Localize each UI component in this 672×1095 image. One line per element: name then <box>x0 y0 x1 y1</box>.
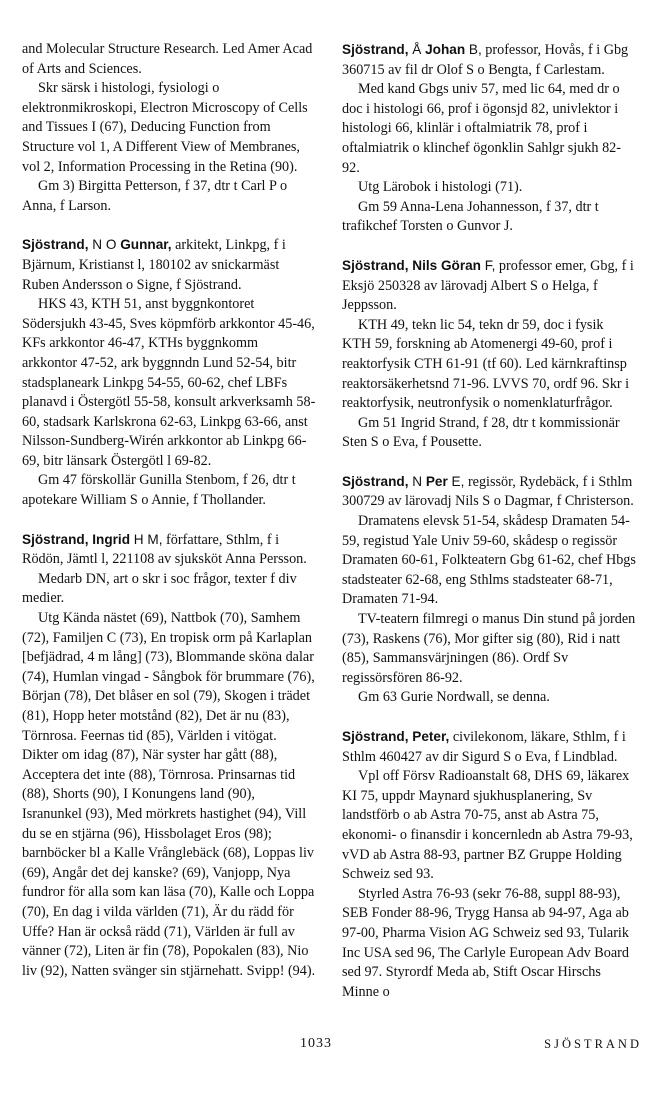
entry-paragraph: Gm 51 Ingrid Strand, f 28, dtr t kommissionär Sten S o Eva, f Pousette. <box>342 414 620 451</box>
entry-name <box>22 237 172 252</box>
right-column <box>342 40 636 1021</box>
entry-name <box>342 42 482 57</box>
biography-entry <box>22 530 316 982</box>
entry-paragraph: TV-teatern filmregi o manus Din stund på jorden (73), Raskens (76), Mor gifter sig (80), Rid i natt (85), Sammansvärjningen (86). Ordf Sv regissörsfören 86-92. <box>342 611 636 686</box>
entry-paragraph: Vpl off Försv Radioanstalt 68, DHS 69, läkarex KI 75, uppdr Maynard sjukhusplanering, Sv landstförb o ab Astra 70-75, anst ab Astra 75, ekonomi- o finansdir i koncernledn ab Astra 79-93, vVD ab Astra 88-93, partner BZ Gruppe Holding Schweiz sed 93. <box>342 768 633 883</box>
entry-lead: professor emer, Gbg, f i Eksjö 250328 av lärovadj Albert S o Helga, f Jeppsson. <box>342 257 634 314</box>
entry-paragraph: Gm 3) Birgitta Petterson, f 37, dtr t Carl P o Anna, f Larson. <box>22 178 288 214</box>
entry-given-post: E, <box>447 473 465 489</box>
entry-given-main: Peter, <box>412 729 450 744</box>
entry-given-main: Johan <box>425 42 466 57</box>
entry-given-pre: N <box>412 473 426 489</box>
entry-name <box>342 474 464 489</box>
entry-paragraph: Medarb DN, art o skr i soc frågor, texter f div medier. <box>22 570 297 607</box>
entry-lead: civilekonom, läkare, Sthlm, f i Sthlm 460427 av dir Sigurd S o Eva, f Lindblad. <box>342 729 626 765</box>
entry-paragraph: Gm 47 förskollär Gunilla Stenbom, f 26, dtr t apotekare William S o Annie, f Thollander. <box>22 472 296 509</box>
entry-heading <box>22 235 316 295</box>
entry-given-post: H M, <box>130 531 163 547</box>
entry-heading <box>22 530 316 570</box>
entry-given-main: Ingrid <box>92 531 131 547</box>
entry-paragraph: Dramatens elevsk 51-54, skådesp Dramaten 54-59, registud Yale Univ 59-60, skådesp o regissör Dramaten 60-61, Folkteatern Gbg 61-62, chef Hbgs stadsteater 62-68, eng Sthlms stadsteater 68-71, Dramaten 71-94. <box>342 513 636 608</box>
entry-given-pre: N O <box>92 237 121 253</box>
entry-paragraph: Med kand Gbgs univ 57, med lic 64, med dr o doc i histologi 66, prof i ögonsjd 82, univlektor i histologi 66, klinlär i oftalmiatrik 78, prof i oftalmiatrik o klinchef ögonklin Sahlgr sjukh 82-92. <box>342 81 621 176</box>
entry-paragraph: Gm 59 Anna-Lena Johannesson, f 37, dtr t trafikchef Torsten o Gunvor J. <box>342 198 599 235</box>
entry-surname: Sjöstrand, <box>22 237 89 253</box>
entry-paragraph: Skr särsk i histologi, fysiologi o elektronmikroskopi, Electron Microscopy of Cells and Tissues I (67), Deducing Function from Structure vol 1, A Different View of Membranes, vol 2, Information Processing in the Retina (90). <box>22 80 308 175</box>
continuation-entry <box>22 40 316 216</box>
entry-paragraph: and Molecular Structure Research. Led Amer Acad of Arts and Sciences. <box>22 41 313 77</box>
entry-paragraph: Styrled Astra 76-93 (sekr 76-88, suppl 88-93), SEB Fonder 88-96, Trygg Hansa ab 94-97, Aga ab 97-00, Pharma Vision AG Schweiz sed 93, Tularik Inc USA sed 96, The Carlyle European Adv Board sed 97. Styrordf Meda ab, Stift Oscar Hirschs Minne o <box>342 885 629 1000</box>
entry-given-post: F, <box>481 257 496 273</box>
entry-surname: Sjöstrand, <box>342 473 409 489</box>
entry-given-main: Per <box>425 473 448 489</box>
entry-paragraph: HKS 43, KTH 51, anst byggnkontoret Södersjukh 43-45, Sves köpmförb arkkontor 45-46, KFs arkkontor 46-47, KTHs byggnkomm arkkontor 47-52, ark byggnndn Lund 52-54, bitr stadsplaneark Linkpg 54-55, 60-62, chef LBFs planavd i Östergötl 55-58, konsult arkverksamh 58-60, stadsark Karlskrona 62-63, Linkpg 63-66, anst Nilsson-Sundberg-Wirén arkkontor ab Linkpg 66-69, bitr länsark Östergötl l 69-82. <box>22 296 316 469</box>
biography-entry <box>342 472 636 708</box>
biography-entry <box>342 727 636 1002</box>
entry-lead: regissör, Rydebäck, f i Sthlm 300729 av lärovadj Nils S o Dagmar, f Christerson. <box>342 473 634 510</box>
left-column <box>22 40 316 1000</box>
entry-given-main: Nils Göran <box>412 257 481 273</box>
entry-name <box>342 258 495 273</box>
entry-paragraph: Gm 63 Gurie Nordwall, se denna. <box>358 689 550 706</box>
entry-name <box>342 729 449 744</box>
page-number: 1033 <box>300 1036 332 1051</box>
entry-lead: arkitekt, Linkpg, f i Bjärnum, Kristianst l, 180102 av snickarmäst Ruben Andersson o Signe, f Sjöstrand. <box>22 237 286 293</box>
entry-lead: professor, Hovås, f i Gbg 360715 av fil dr Olof S o Bengta, f Carlestam. <box>342 42 629 78</box>
entry-heading <box>342 472 636 512</box>
entry-paragraph: KTH 49, tekn lic 54, tekn dr 59, doc i fysik KTH 59, forskning ab Atomenergi 49-60, prof i reaktorfysik CTH 61-91 (tf 60). Led kärnkraftinsp reaktorsäkerhetsnd 71-96. LVVS 70, ordf 96. Skr i reaktorfysik, neutronfysik o nomenklaturfrågor. <box>342 316 630 412</box>
biography-entry <box>342 40 636 237</box>
entry-name <box>22 532 163 547</box>
entry-heading <box>342 256 636 316</box>
biography-entry <box>22 235 316 510</box>
biography-entry <box>342 256 636 453</box>
entry-given-main: Gunnar, <box>120 237 172 253</box>
running-head: SJÖSTRAND <box>544 1037 642 1051</box>
entry-surname: Sjöstrand, <box>22 531 89 547</box>
entry-heading <box>342 40 636 80</box>
entry-heading <box>342 727 636 767</box>
entry-paragraph: Utg Lärobok i histologi (71). <box>358 179 523 196</box>
entry-surname: Sjöstrand, <box>342 729 409 744</box>
entry-given-post: B, <box>465 42 482 57</box>
entry-surname: Sjöstrand, <box>342 42 409 57</box>
entry-lead: författare, Sthlm, f i Rödön, Jämtl l, 221108 av sjuksköt Anna Persson. <box>22 531 307 568</box>
entry-given-pre: Å <box>412 42 426 57</box>
entry-surname: Sjöstrand, <box>342 257 409 273</box>
entry-paragraph: Utg Kända nästet (69), Nattbok (70), Samhem (72), Familjen C (73), En tropisk orm på Karlaplan [befjädrad, 4 m lång] (73), Blommande sköna dalar (74), Humlan vingad - Sångbok för brummare (76), Början (78), Det blåser en sol (79), Skogen i trädet (81), Hopp heter motstånd (82), Det är nu (83), Törnrosa. Feernas tid (85), Världen i vitögat. Dikter om idag (87), När syster har gått (88), Acceptera det inte (88), Törnrosa. Prinsarnas tid (88), Shorts (90), I Konungens land (90), Isranunkel (93), Med mörkrets hastighet (94), Vill du se en stjärna (96), Hissbolaget Eros (98); barnböcker bl a Kalle Vrånglebäck (68), Loppas liv (69), Angår det dej kanske? (69), Vanjopp, Nya fundror för alla som kan läsa (70), Kalle och Loppa (70), En dag i vilda världen (71), Är du rädd för Uffe? Han är också rädd (71), Världen är full av vänner (72), Liten är fin (78), Popokalen (83), Nio liv (92), Natten svänger sin stjärnehatt. Svipp! (94). <box>22 610 316 979</box>
